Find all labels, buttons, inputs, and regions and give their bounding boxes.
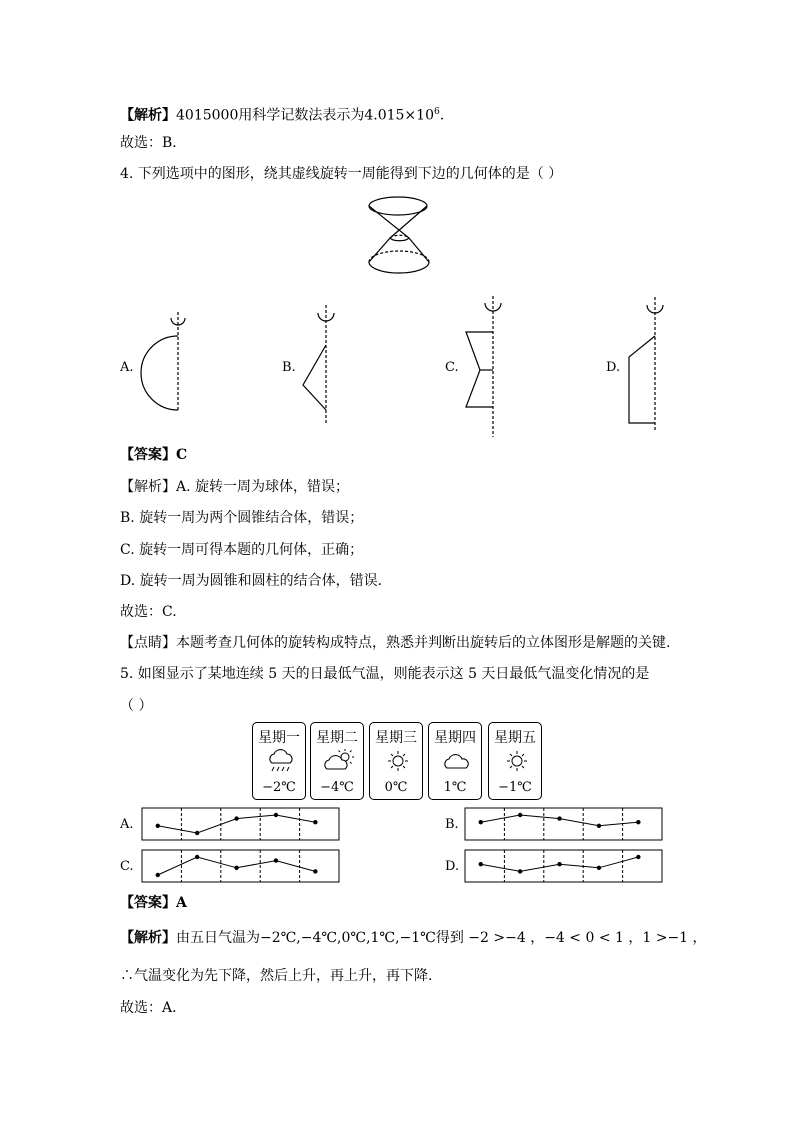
chart-point — [557, 862, 561, 866]
option-a-label: A. — [120, 360, 134, 375]
q5-analysis-line2: ∴气温变化为先下降，然后上升，再上升，再下降. — [120, 968, 433, 984]
q4-analysis-b: B. 旋转一周为两个圆锥结合体，错误； — [120, 510, 364, 526]
q5-choose: 故选：A． — [120, 1000, 187, 1016]
chart-frame — [465, 850, 662, 882]
chart-point — [234, 816, 238, 820]
q5-option-a-label: A. — [120, 817, 134, 832]
option-b-label: B. — [282, 360, 296, 375]
chart-point — [597, 866, 601, 870]
q4-answer: 【答案】C — [120, 447, 188, 463]
chart-point — [313, 869, 317, 873]
analysis-label: 【解析】 — [120, 107, 176, 124]
q4-analysis-a: 【解析】A. 旋转一周为球体，错误； — [120, 479, 350, 495]
option-c-label: C. — [445, 360, 459, 375]
q5-option-d-label: D. — [445, 859, 460, 874]
chart-point — [636, 855, 640, 859]
weather-day: 星期一 — [258, 730, 300, 746]
option-b-chart — [465, 808, 662, 840]
option-d-label: D. — [606, 360, 621, 375]
q4-analysis-d: D. 旋转一周为圆锥和圆柱的结合体，错误. — [120, 573, 383, 589]
q4-stem: 4. 下列选项中的图形，绕其虚线旋转一周能得到下边的几何体的是（ ） — [120, 166, 563, 182]
q5-analysis — [120, 929, 707, 947]
chart-point — [274, 813, 278, 817]
weather-day: 星期二 — [316, 730, 358, 746]
chart-point — [479, 820, 483, 824]
analysis-text: 4015000用科学记数法表示为4.015×10 — [176, 107, 434, 124]
chart-point — [156, 873, 160, 877]
q5-option-b-label: B. — [445, 817, 459, 832]
weather-temp: −2℃ — [262, 780, 296, 795]
q3-choose: 故选：B． — [120, 135, 187, 151]
q4-choose: 故选：C. — [120, 604, 177, 620]
exponent: 6 — [433, 107, 440, 117]
analysis-text: 由五日气温为−2℃,−4℃,0℃,1℃,−1℃得到 −2 >−4 ，−4 < 0 < 1 ，1 >−1 ， — [176, 930, 707, 946]
option-d-chart — [465, 850, 662, 882]
q5-option-c-label: C. — [120, 859, 134, 874]
weather-day: 星期三 — [375, 730, 417, 746]
analysis-label: 【解析】 — [120, 930, 176, 946]
q4-analysis-c: C. 旋转一周可得本题的几何体，正确； — [120, 542, 364, 558]
q5-answer: 【答案】A — [120, 895, 187, 911]
chart-point — [195, 855, 199, 859]
chart-point — [156, 824, 160, 828]
q5-stem: 5. 如图显示了某地连续 5 天的日最低气温，则能表示这 5 天日最低气温变化情况的是 — [120, 666, 650, 682]
period: . — [439, 107, 445, 124]
chart-point — [518, 813, 522, 817]
chart-point — [518, 869, 522, 873]
option-c-chart — [142, 850, 339, 882]
weather-day: 星期五 — [494, 730, 536, 746]
option-a-chart — [142, 808, 339, 840]
chart-point — [597, 824, 601, 828]
weather-day: 星期四 — [434, 730, 476, 746]
chart-point — [636, 820, 640, 824]
chart-point — [557, 816, 561, 820]
weather-temp: −1℃ — [498, 780, 532, 795]
chart-point — [195, 831, 199, 835]
q5-bracket: （ ） — [120, 698, 153, 714]
chart-point — [479, 862, 483, 866]
chart-frame — [142, 808, 339, 840]
weather-temp: 1℃ — [443, 780, 467, 795]
chart-frame — [465, 808, 662, 840]
weather-temp: −4℃ — [320, 780, 354, 795]
chart-point — [274, 858, 278, 862]
chart-point — [313, 820, 317, 824]
chart-point — [234, 866, 238, 870]
chart-frame — [142, 850, 339, 882]
q4-comment: 【点睛】本题考查几何体的旋转构成特点，熟悉并判断出旋转后的立体图形是解题的关键. — [120, 635, 671, 651]
weather-temp: 0℃ — [384, 780, 408, 795]
